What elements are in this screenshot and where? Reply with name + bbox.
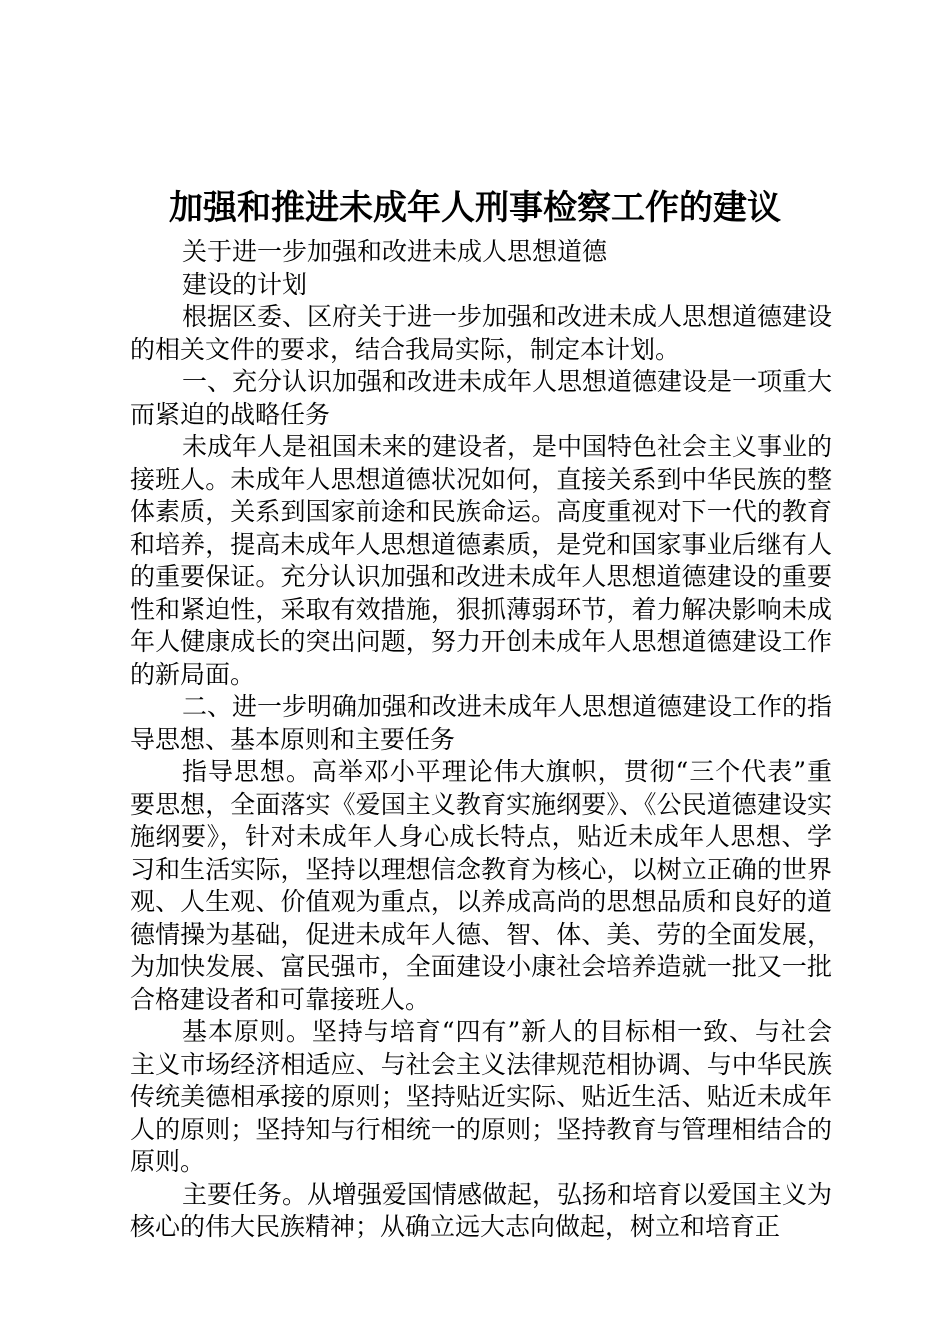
subtitle-line-2: 建设的计划	[182, 269, 308, 299]
document-body	[130, 236, 832, 1244]
subtitle-line-1: 关于进一步加强和改进未成人思想道德	[182, 237, 608, 266]
section-heading-2: 二、进一步明确加强和改进未成年人思想道德建设工作的指导思想、基本原则和主要任务	[130, 692, 833, 754]
paragraph-basic-principles: 基本原则。坚持与培育“四有”新人的目标相一致、与社会主义市场经济相适应、与社会主义法律规范相协调、与中华民族传统美德相承接的原则；坚持贴近实际、贴近生活、贴近未成年人的原则；坚持知与行相统一的原则；坚持教育与管理相结合的原则。	[130, 1017, 832, 1176]
paragraph-intro: 根据区委、区府关于进一步加强和改进未成人思想道德建设的相关文件的要求，结合我局实际，制定本计划。	[130, 302, 833, 364]
document-title: 加强和推进未成年人刑事检察工作的建议	[169, 188, 781, 228]
paragraph-section-1: 未成年人是祖国未来的建设者，是中国特色社会主义事业的接班人。未成年人思想道德状况如何，直接关系到中华民族的整体素质，关系到国家前途和民族命运。高度重视对下一代的教育和培养，提高未成年人思想道德素质，是党和国家事业后继有人的重要保证。充分认识加强和改进未成年人思想道德建设的重要性和紧迫性，采取有效措施，狠抓薄弱环节，着力解决影响未成年人健康成长的突出问题，努力开创未成年人思想道德建设工作的新局面。	[130, 432, 833, 689]
paragraph-main-tasks: 主要任务。从增强爱国情感做起，弘扬和培育以爱国主义为核心的伟大民族精神；从确立远大志向做起，树立和培育正	[130, 1179, 833, 1241]
paragraph-guiding-ideology: 指导思想。高举邓小平理论伟大旗帜，贯彻“三个代表”重要思想，全面落实《爱国主义教育实施纲要》、《公民道德建设实施纲要》，针对未成年人身心成长特点，贴近未成年人思想、学习和生活实际，坚持以理想信念教育为核心，以树立正确的世界观、人生观、价值观为重点，以养成高尚的思想品质和良好的道德情操为基础，促进未成年人德、智、体、美、劳的全面发展，为加快发展、富民强市，全面建设小康社会培养造就一批又一批合格建设者和可靠接班人。	[130, 757, 832, 1014]
section-heading-1: 一、充分认识加强和改进未成年人思想道德建设是一项重大而紧迫的战略任务	[130, 367, 833, 429]
